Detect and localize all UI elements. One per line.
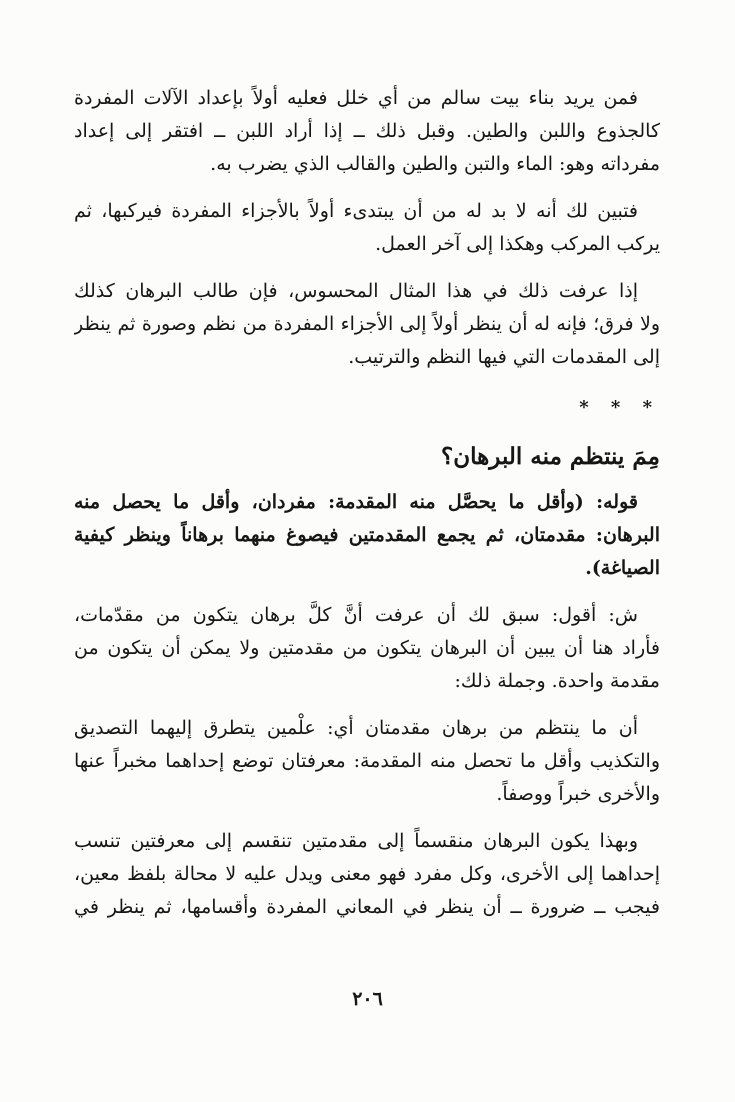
quoted-text-paragraph (74, 486, 660, 585)
text-line: إلى المقدمات التي فيها النظم والترتيب. (348, 346, 660, 368)
text-line: مقدمة واحدة. وجملة ذلك: (454, 670, 660, 692)
text-line: يركب المركب وهكذا إلى آخر العمل. (375, 233, 660, 255)
paragraph-two-premises (74, 712, 660, 811)
text-line: مفرداته وهو: الماء والتبن والطين والقالب الذي يضرب به. (210, 153, 660, 175)
text-line: وبهذا يكون البرهان منقسماً إلى مقدمتين تنقسم إلى معرفتين تنسب (74, 830, 638, 852)
text-line: فيجب ــ ضرورة ــ أن ينظر في المعاني المفردة وأقسامها، ثم ينظر في (74, 896, 660, 918)
text-line: فمن يريد بناء بيت سالم من أي خلل فعليه أولاً بإعداد الآلات المفردة (74, 87, 638, 109)
text-line: البرهان: مقدمتان، ثم يجمع المقدمتين فيصوغ منهما برهاناً وينظر كيفية (74, 524, 660, 546)
text-line: فتبين لك أنه لا بد له من أن يبتدىء أولاً بالأجزاء المفردة فيركبها، ثم (74, 200, 638, 222)
text-line: والأخرى خبراً ووصفاً. (496, 783, 660, 805)
text-line: أن ما ينتظم من برهان مقدمتان أي: علْمين يتطرق إليهما التصديق (74, 717, 638, 739)
page-number: ٢٠٦ (352, 988, 383, 1010)
section-separator: * * * (579, 397, 660, 418)
text-line: إذا عرفت ذلك في هذا المثال المحسوس، فإن طالب البرهان كذلك (74, 280, 638, 302)
text-line: قوله: (وأقل ما يحصَّل منه المقدمة: مفردان، وأقل ما يحصل منه (74, 491, 638, 513)
section-heading: مِمَ ينتظم منه البرهان؟ (441, 443, 660, 470)
paragraph-proof-seeker (74, 275, 660, 374)
paragraph-division (74, 825, 660, 924)
paragraph-building-analogy (74, 82, 660, 181)
text-line: ولا فرق؛ فإنه له أن ينظر أولاً إلى الأجزاء المفردة من نظم وصورة ثم ينظر (74, 313, 660, 335)
page-text-block (74, 82, 660, 938)
text-line: والتكذيب وأقل ما تحصل منه المقدمة: معرفتان توضع إحداهما مخبراً عنها (74, 750, 660, 772)
paragraph-commentary (74, 599, 660, 698)
text-line: كالجذوع واللبن والطين. وقبل ذلك ــ إذا أراد اللبن ــ افتقر إلى إعداد (74, 120, 660, 142)
text-line: ش: أقول: سبق لك أن عرفت أنَّ كلَّ برهان يتكون من مقدّمات، (74, 604, 638, 626)
text-line: إحداهما إلى الأخرى، وكل مفرد فهو معنى ويدل عليه لا محالة بلفظ معين، (74, 863, 660, 885)
text-line: فأراد هنا أن يبين أن البرهان يتكون من مقدمتين ولا يمكن أن يتكون من (74, 637, 660, 659)
paragraph-begin-with-parts (74, 195, 660, 261)
text-line: الصياغة). (585, 557, 660, 579)
